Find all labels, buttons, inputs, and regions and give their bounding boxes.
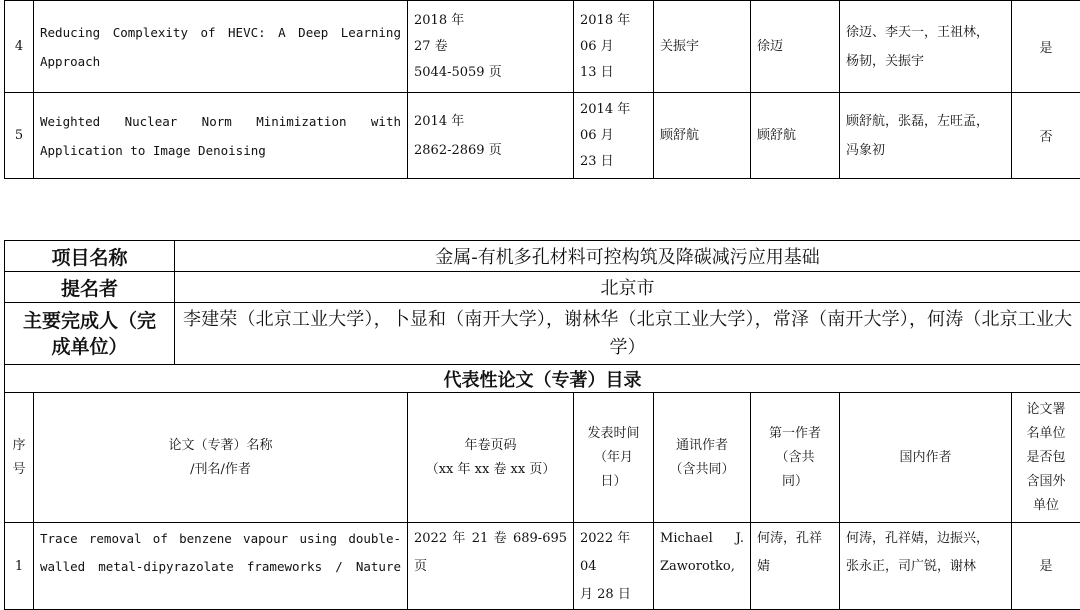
- volume-pages: 2014 年 2862-2869 页: [408, 93, 574, 179]
- corresponding-author: Michael J. Zaworotko,: [654, 523, 751, 610]
- includes-foreign: 否: [1012, 93, 1080, 179]
- project-name-value: 金属-有机多孔材料可控构筑及降碳减污应用基础: [175, 241, 1080, 272]
- includes-foreign: 是: [1012, 523, 1080, 610]
- paper-title: Weighted Nuclear Norm Minimization with Application to Image Denoising: [34, 93, 408, 179]
- paper-title: Reducing Complexity of HEVC: A Deep Learning Approach: [34, 1, 408, 93]
- paper-title: Trace removal of benzene vapour using double- walled metal-dipyrazolate frameworks / Nature: [34, 523, 408, 610]
- publish-date: 2014 年 06 月 23 日: [574, 93, 654, 179]
- row-index: 1: [5, 523, 34, 610]
- papers-heading-row: [5, 365, 1080, 393]
- volume-pages: 2018 年 27 卷 5044-5059 页: [408, 1, 574, 93]
- col-domestic: 国内作者: [840, 393, 1012, 523]
- col-index: 序 号: [5, 393, 34, 523]
- domestic-authors: 顾舒航，张磊，左旺孟， 冯象初: [840, 93, 1012, 179]
- table-row: [5, 523, 1080, 610]
- publish-date: 2018 年 06 月 13 日: [574, 1, 654, 93]
- col-date: 发表时间 （年月 日）: [574, 393, 654, 523]
- nominator-label: 提名者: [5, 272, 175, 303]
- first-author: 何涛，孔祥 婧: [751, 523, 840, 610]
- col-foreign: 论文署 名单位 是否包 含国外 单位: [1012, 393, 1080, 523]
- publish-date: 2022 年 04 月 28 日: [574, 523, 654, 610]
- first-author: 徐迈: [751, 1, 840, 93]
- table-row: [5, 93, 1080, 179]
- project-table: [4, 240, 1080, 610]
- domestic-authors: 徐迈、李天一，王祖林， 杨韧，关振宇: [840, 1, 1012, 93]
- column-header-row: [5, 393, 1080, 523]
- paper-table-top: [4, 0, 1080, 179]
- completers-value: 李建荣（北京工业大学），卜显和（南开大学），谢林华（北京工业大学），常泽（南开大学），何涛（北京工业大学）: [175, 303, 1080, 365]
- includes-foreign: 是: [1012, 1, 1080, 93]
- project-name-label: 项目名称: [5, 241, 175, 272]
- row-index: 4: [5, 1, 34, 93]
- nominator-value: 北京市: [175, 272, 1080, 303]
- col-corresponding: 通讯作者 （含共同）: [654, 393, 751, 523]
- completers-row: [5, 303, 1080, 365]
- project-name-row: [5, 241, 1080, 272]
- col-volume: 年卷页码 （xx 年 xx 卷 xx 页）: [408, 393, 574, 523]
- papers-heading: 代表性论文（专著）目录: [5, 365, 1080, 393]
- col-first-author: 第一作者 （含共 同）: [751, 393, 840, 523]
- col-title: 论文（专著）名称 /刊名/作者: [34, 393, 408, 523]
- domestic-authors: 何涛，孔祥婧，边振兴， 张永正，司广锐，谢林: [840, 523, 1012, 610]
- first-author: 顾舒航: [751, 93, 840, 179]
- row-index: 5: [5, 93, 34, 179]
- corresponding-author: 顾舒航: [654, 93, 751, 179]
- nominator-row: [5, 272, 1080, 303]
- completers-label: 主要完成人（完 成单位）: [5, 303, 175, 365]
- table-row: [5, 1, 1080, 93]
- volume-pages: 2022 年 21 卷 689-695 页: [408, 523, 574, 610]
- corresponding-author: 关振宇: [654, 1, 751, 93]
